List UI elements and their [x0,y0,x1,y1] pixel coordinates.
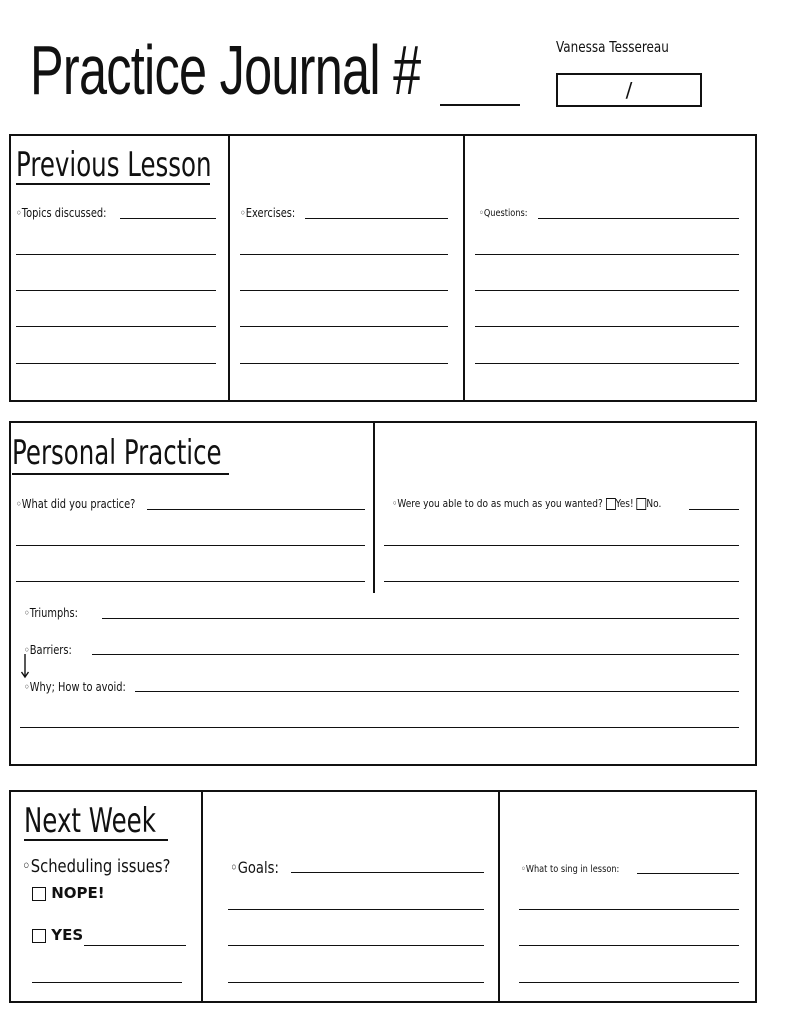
why-avoid-line[interactable] [20,727,739,728]
goals-line[interactable] [228,945,484,946]
next-week-title: Next Week [24,801,156,841]
title-underline [24,839,168,841]
no-option-label: No. [646,497,662,510]
yes-option-label: YES [51,926,84,944]
topics-line[interactable] [16,290,216,291]
barriers-label: ◦Barriers: [24,643,72,657]
goals-line[interactable] [228,909,484,910]
what-practiced-input-line[interactable] [147,509,365,510]
questions-label: ◦Questions: [479,208,528,219]
exercises-input-line[interactable] [305,218,448,219]
date-separator: / [625,78,633,102]
what-to-sing-line[interactable] [519,982,739,983]
yes-checkbox[interactable] [606,498,616,510]
title-underline [12,473,229,475]
author-name: Vanessa Tessereau [556,38,669,56]
goals-line[interactable] [228,982,484,983]
goals-input-line[interactable] [291,872,484,873]
topics-line[interactable] [16,363,216,364]
exercises-line[interactable] [240,326,448,327]
nope-option[interactable] [32,884,105,902]
able-to-do-line[interactable] [384,545,739,546]
exercises-line[interactable] [240,363,448,364]
what-practiced-line[interactable] [16,545,365,546]
triumphs-label: ◦Triumphs: [24,606,78,620]
page-title: Practice Journal # [30,31,421,109]
column-divider [373,421,375,593]
questions-line[interactable] [475,363,739,364]
scheduling-issues-label: ◦Scheduling issues? [22,856,171,877]
column-divider [201,790,203,1003]
what-to-sing-label: ◦What to sing in lesson: [521,864,620,875]
column-divider [463,134,465,402]
exercises-line[interactable] [240,254,448,255]
topics-discussed-label: ◦Topics discussed: [16,206,107,220]
nope-checkbox[interactable] [32,887,46,901]
column-divider [228,134,230,402]
topics-line[interactable] [16,326,216,327]
why-avoid-input-line[interactable] [135,691,739,692]
topics-input-line[interactable] [120,218,216,219]
triumphs-input-line[interactable] [102,618,739,619]
scheduling-line[interactable] [32,982,182,983]
topics-line[interactable] [16,254,216,255]
title-underline [16,183,210,185]
able-to-do-label: ◦Were you able to do as much as you wanted? Yes! No. [392,497,662,510]
able-to-do-line[interactable] [384,581,739,582]
questions-line[interactable] [475,254,739,255]
what-to-sing-line[interactable] [519,945,739,946]
goals-label: ◦Goals: [230,858,279,877]
what-practiced-line[interactable] [16,581,365,582]
previous-lesson-title: Previous Lesson [16,145,212,185]
exercises-line[interactable] [240,290,448,291]
journal-number-field[interactable] [440,104,520,106]
what-to-sing-line[interactable] [519,909,739,910]
questions-input-line[interactable] [538,218,739,219]
able-to-do-input-line[interactable] [689,509,739,510]
what-practiced-label: ◦What did you practice? [16,497,136,511]
yes-option-label: Yes! [615,497,634,510]
arrow-down-icon [20,654,30,680]
no-checkbox[interactable] [637,498,647,510]
date-field[interactable] [556,73,702,107]
barriers-input-line[interactable] [92,654,739,655]
nope-option-label: NOPE! [51,884,105,902]
yes-input-line[interactable] [84,945,186,946]
questions-line[interactable] [475,326,739,327]
exercises-label: ◦Exercises: [240,206,296,220]
questions-line[interactable] [475,290,739,291]
why-avoid-label: ◦Why; How to avoid: [24,680,126,694]
what-to-sing-input-line[interactable] [637,873,739,874]
personal-practice-title: Personal Practice [12,433,222,473]
yes-checkbox[interactable] [32,929,46,943]
column-divider [498,790,500,1003]
yes-option[interactable] [32,926,83,944]
